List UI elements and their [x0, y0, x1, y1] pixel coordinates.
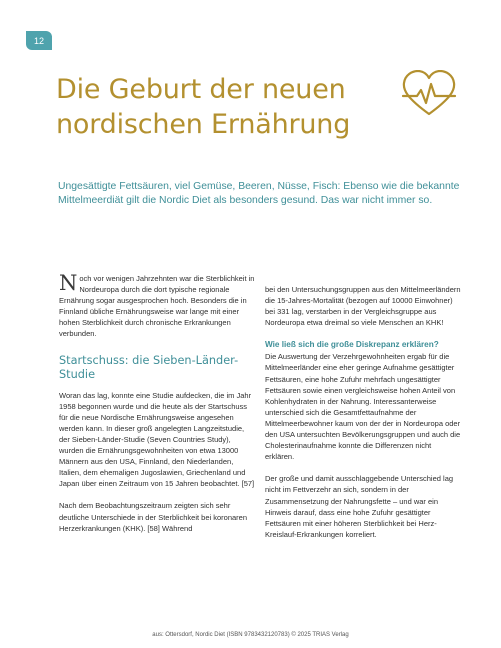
right-column — [265, 284, 461, 540]
intro-text: och vor wenigen Jahrzehnten war die Sterblichkeit in Nordeuropa durch die dort typische regionale Ernährung sogar ausgesprochen hoch. Besonders die in Finnland übliche Ernährungsweise war lange mit einer hohen Sterblichkeit durch chronische Erkrankungen verbunden. — [59, 274, 255, 339]
left-paragraph-2: Nach dem Beobachtungszeitraum zeigten sich sehr deutliche Unterschiede in der Sterblichkeit bei koronaren Herzerkrankungen (KHK). [58] Während — [59, 501, 248, 533]
intro-paragraph — [59, 273, 255, 340]
section-heading-seven-countries: Startschuss: die Sieben-Länder-Studie — [59, 353, 239, 381]
right-paragraph-3: Der große und damit ausschlaggebende Unterschied lag nicht im Fettverzehr an sich, sondern in der Zusammensetzung der Nahrungsfette – und war ein Hinweis darauf, dass eine hohe Zufuhr gesättigter Fettsäuren mit einer höheren Sterblichkeit bei Herz-Kreislauf-Erkrankungen korreliert. — [265, 474, 454, 539]
page-number: 12 — [33, 35, 44, 46]
page-number-badge — [26, 31, 52, 50]
right-paragraph-1: bei den Untersuchungsgruppen aus den Mittelmeerländern die 15-Jahres-Mortalität (bezogen auf 10000 Einwohner) bei 331 lag, verstarben in der Vergleichsgruppe aus Nordeuropa etwa dreimal so viele Menschen an KHK! — [265, 285, 461, 328]
heart-pulse-icon — [401, 70, 457, 118]
section-heading-discrepancy: Wie ließ sich die große Diskrepanz erklären? — [265, 340, 439, 350]
lead-paragraph: Ungesättigte Fettsäuren, viel Gemüse, Beeren, Nüsse, Fisch: Ebenso wie die bekannte Mittelmeerdiät gilt die Nordic Diet als besonders gesund. Das war nicht immer so. — [58, 181, 460, 206]
source-footer: aus: Ottersdorf, Nordic Diet (ISBN 9783432120783) © 2025 TRIAS Verlag — [152, 632, 349, 638]
right-paragraph-2: Die Auswertung der Verzehrgewohnheiten ergab für die Mittelmeerländer eine eher geringe Aufnahme gesättigter Fettsäuren, eine hohe Zufuhr mehrfach ungesättigter Fettsäuren sowie einen vergleichsweise hohen Anteil von Kohlenhydraten in der Nahrung. Interessanterweise unterschied sich die Gesamtfettaufnahme der Mittelmeerbewohner kaum von der der in Nordeuropa oder den USA untersuchten Bevölkerungsgruppen und auch die Cholesterinaufnahme konnte die Differenzen nicht erklären. — [265, 352, 461, 462]
page-title: Die Geburt der neuen nordischen Ernährung — [56, 74, 351, 140]
left-column — [59, 273, 255, 534]
drop-cap: N — [59, 271, 78, 295]
left-paragraph-1: Woran das lag, konnte eine Studie aufdecken, die im Jahr 1958 begonnen wurde und die heute als der Startschuss für die neue Nordische Ernährungsweise angesehen werden kann. In dieser groß angelegten Langzeitstudie, der Sieben-Länder-Studie (Seven Countries Study), wurden die Ernährungsgewohnheiten von etwa 13000 Männern aus den USA, Finnland, den Niederlanden, Italien, dem ehemaligen Jugoslawien, Griechenland und Japan über einen Zeitraum von 15 Jahren beobachtet. [57] — [59, 390, 255, 489]
